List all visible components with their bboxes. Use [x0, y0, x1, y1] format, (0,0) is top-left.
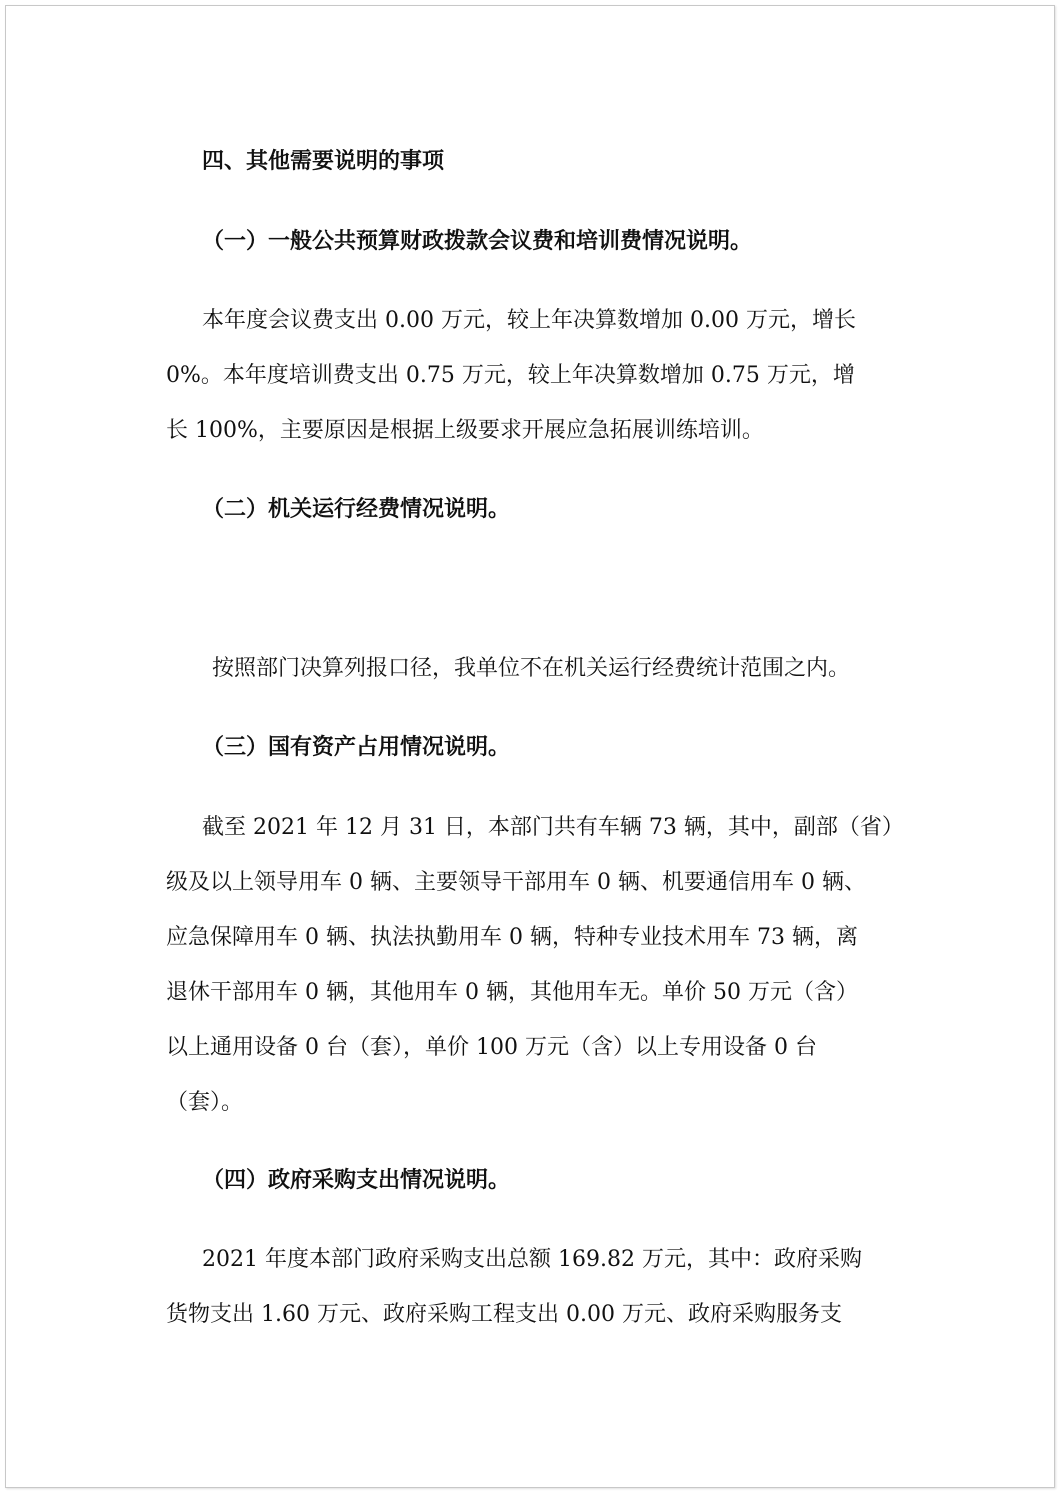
paragraph-line: 以上通用设备 0 台（套），单价 100 万元（含）以上专用设备 0 台	[166, 1035, 817, 1060]
section-title: 四、其他需要说明的事项	[202, 149, 445, 174]
paragraph-line: 长 100%，主要原因是根据上级要求开展应急拓展训练培训。	[166, 418, 764, 443]
paragraph-line: 级及以上领导用车 0 辆、主要领导干部用车 0 辆、机要通信用车 0 辆、	[166, 870, 866, 895]
paragraph-line: 按照部门决算列报口径，我单位不在机关运行经费统计范围之内。	[212, 656, 851, 681]
paragraph-line: 货物支出 1.60 万元、政府采购工程支出 0.00 万元、政府采购服务支	[166, 1302, 842, 1327]
subsection-heading-meeting-training: （一）一般公共预算财政拨款会议费和培训费情况说明。	[202, 229, 753, 254]
paragraph-line: 0%。本年度培训费支出 0.75 万元，较上年决算数增加 0.75 万元，增	[166, 363, 855, 388]
paragraph-line: 退休干部用车 0 辆，其他用车 0 辆，其他用车无。单价 50 万元（含）	[166, 980, 858, 1005]
paragraph-line: （套）。	[166, 1090, 244, 1115]
subsection-heading-procurement: （四）政府采购支出情况说明。	[202, 1168, 511, 1193]
paragraph-line: 应急保障用车 0 辆、执法执勤用车 0 辆，特种专业技术用车 73 辆，离	[166, 925, 858, 950]
paragraph-line: 2021 年度本部门政府采购支出总额 169.82 万元，其中：政府采购	[202, 1247, 862, 1272]
paragraph-line: 本年度会议费支出 0.00 万元，较上年决算数增加 0.00 万元，增长	[202, 308, 856, 333]
paragraph-line: 截至 2021 年 12 月 31 日，本部门共有车辆 73 辆，其中，副部（省）	[202, 815, 904, 840]
subsection-heading-state-assets: （三）国有资产占用情况说明。	[202, 735, 511, 760]
subsection-heading-operating-expenses: （二）机关运行经费情况说明。	[202, 497, 511, 522]
